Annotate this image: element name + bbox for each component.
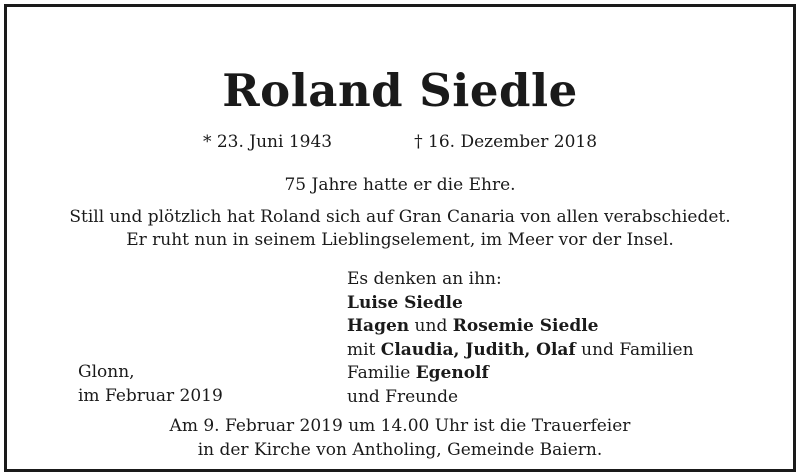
age-line: 75 Jahre hatte er die Ehre.: [284, 175, 516, 195]
mourner-line-2: Hagen und Rosemie Siedle: [347, 316, 599, 336]
service-line-2: in der Kirche von Antholing, Gemeinde Baiern.: [197, 440, 603, 460]
birth-date: * 23. Juni 1943: [202, 132, 333, 152]
obituary-notice: [4, 4, 796, 472]
mourners-list: [347, 268, 694, 409]
place-and-date: [78, 361, 223, 408]
death-date: † 16. Dezember 2018: [414, 132, 598, 152]
life-dates: [7, 130, 793, 154]
mourner-line-3: mit Claudia, Judith, Olaf und Familien: [347, 339, 694, 360]
place: Glonn,: [78, 362, 135, 382]
message-line-1: Still und plötzlich hat Roland sich auf Gran Canaria von allen verabschiedet.: [69, 207, 731, 227]
mourner-line-4: Familie Egenolf: [347, 363, 489, 383]
notice-date: im Februar 2019: [78, 385, 223, 406]
mourners-intro: Es denken an ihn:: [347, 269, 502, 289]
mourner-line-1: Luise Siedle: [347, 292, 463, 313]
message-line-2: Er ruht nun in seinem Lieblingselement, im Meer vor der Insel.: [126, 230, 674, 250]
service-line-1: Am 9. Februar 2019 um 14.00 Uhr ist die Trauerfeier: [169, 416, 631, 436]
deceased-name: Roland Siedle: [222, 64, 578, 117]
mourner-line-5: und Freunde: [347, 386, 459, 407]
